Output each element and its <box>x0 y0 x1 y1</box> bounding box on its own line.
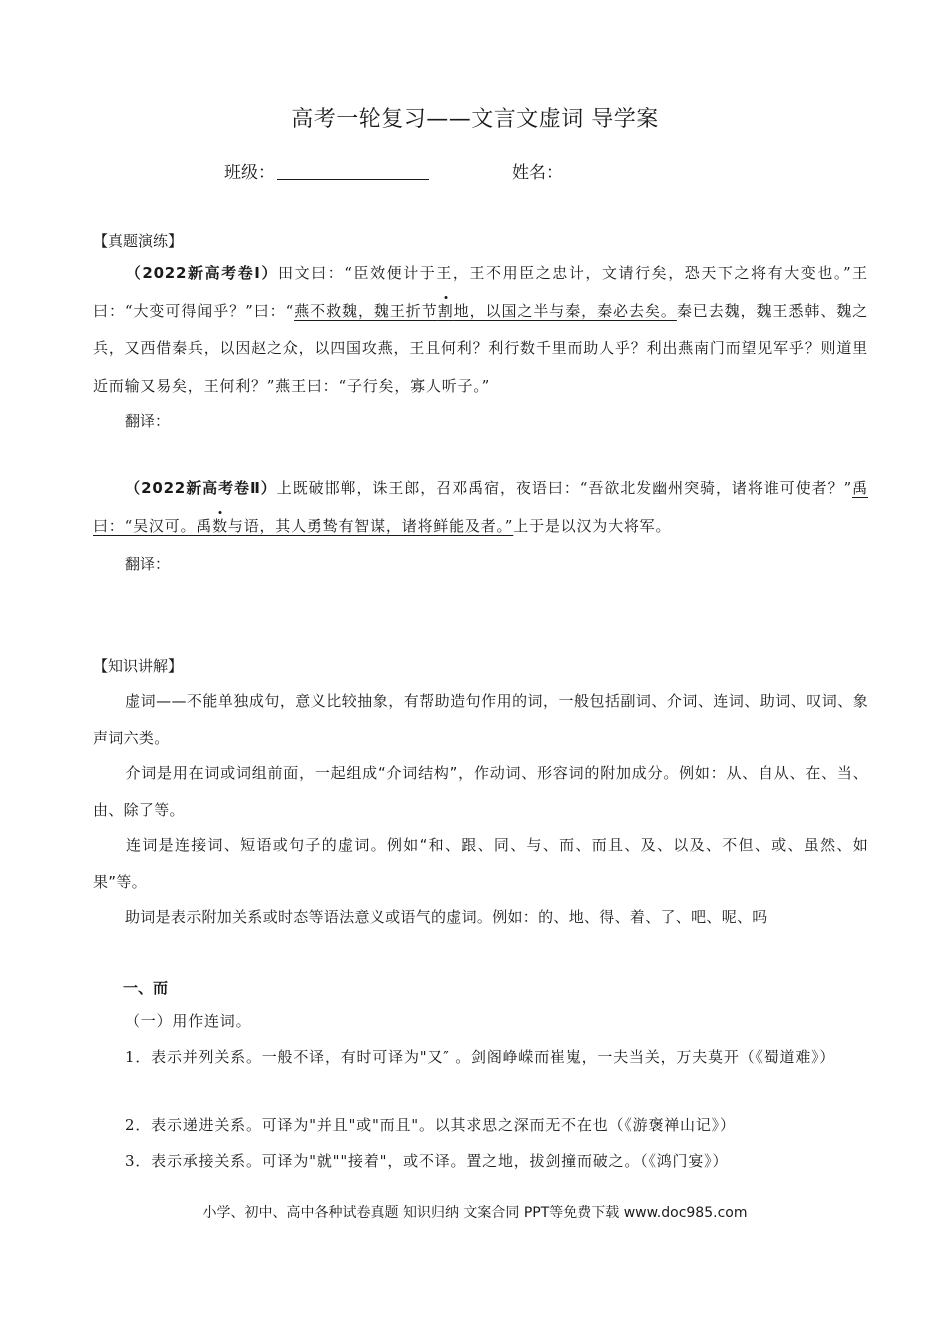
class-label: 班级： <box>224 163 275 183</box>
question-1-text-a: 田文曰：“臣效便计于王，王不用臣之忠计，文请行矣，恐天下之将有大变也。”王曰：“大变可得闻乎？”曰：“ <box>93 264 868 320</box>
page-footer: 小学、初中、高中各种试卷真题 知识归纳 文案合同 PPT等免费下载 www.doc985.com <box>202 1205 748 1221</box>
knowledge-paragraph-1 <box>93 683 868 756</box>
question-2-underlined-a: 禹曰：“吴汉可。禹 <box>93 479 868 535</box>
exam-practice-heading: 【真题演练】 <box>93 232 184 250</box>
knowledge-heading: 【知识讲解】 <box>93 657 184 675</box>
name-label: 姓名： <box>512 163 563 183</box>
knowledge-paragraph-1-text: 虚词——不能单独成句，意义比较抽象，有帮助造句作用的词，一般包括副词、介词、连词、助词、叹词、象声词六类。 <box>93 692 868 747</box>
knowledge-paragraph-3-text: 连词是连接词、短语或句子的虚词。例如“和、跟、同、与、而、而且、及、以及、不但、或、虽然、如果”等。 <box>93 836 868 891</box>
knowledge-paragraph-3 <box>93 827 868 900</box>
section-er-heading: 一、而 <box>123 979 169 997</box>
question-1-translate-label: 翻译： <box>125 412 171 430</box>
question-2-underlined-b: 与语，其人勇鸷有智谋，诸将鲜能及者。” <box>227 516 514 535</box>
section-er-item-2 <box>93 1107 868 1145</box>
question-1-underlined-a: 燕不救魏，魏王折节 <box>294 301 438 320</box>
class-field <box>224 158 429 183</box>
question-2-passage <box>93 470 868 545</box>
name-field <box>512 158 563 183</box>
question-1-underlined-b: 地，以国之半与秦，秦必去矣。 <box>453 301 677 320</box>
question-1-passage <box>93 255 868 405</box>
knowledge-paragraph-2-text: 介词是用在词或词组前面，一起组成“介词结构”，作动词、形容词的附加成分。例如：从、自从、在、当、由、除了等。 <box>93 764 868 819</box>
question-1-source: （2022新高考卷Ⅰ） <box>125 264 279 282</box>
knowledge-paragraph-4 <box>93 899 868 936</box>
knowledge-paragraph-2 <box>93 755 868 828</box>
page-title: 高考一轮复习——文言文虚词 导学案 <box>291 107 659 132</box>
question-1-underlined <box>294 302 677 320</box>
question-1-dotted-char: 割 <box>437 301 454 320</box>
section-er-subheading-text: （一）用作连词。 <box>125 1012 252 1030</box>
question-2-text-a: 上既破邯郸，诛王郎，召邓禹宿，夜语曰：“吾欲北发幽州突骑，诸将谁可使者？” <box>276 479 853 497</box>
section-er-item-1 <box>93 1039 868 1077</box>
class-blank <box>277 163 429 180</box>
section-er-item-1-text: 1．表示并列关系。一般不译，有时可译为"又″ 。剑阁峥嵘而崔嵬，一夫当关，万夫莫开（《蜀道难》） <box>125 1048 836 1066</box>
question-2-text-b: 上于是以汉为大将军。 <box>513 516 672 535</box>
question-2-dotted-char: 数 <box>212 516 228 535</box>
knowledge-paragraph-4-text: 助词是表示附加关系或时态等语法意义或语气的虚词。例如：的、地、得、着、了、吧、呢、吗 <box>125 908 768 926</box>
question-1-text-b: 秦已去魏，魏王悉韩、魏之兵，又西借秦兵，以因赵之众，以四国攻燕，王且何利？利行数千里而助人乎？利出燕南门而望见军乎？则道里近而输又易矣，王何利？”燕王曰：“子行矣，寡人听子。” <box>93 301 869 395</box>
section-er-item-3-text: 3．表示承接关系。可译为"就""接着"，或不译。置之地，拔剑撞而破之。（《鸿门宴》） <box>125 1152 729 1170</box>
section-er-item-2-text: 2．表示递进关系。可译为"并且"或"而且"。以其求思之深而无不在也（《游褒禅山记》） <box>125 1116 736 1134</box>
section-er-subheading <box>93 1003 868 1041</box>
question-2-translate-label: 翻译： <box>125 555 171 573</box>
section-er-item-3 <box>93 1143 868 1181</box>
question-2-source: （2022新高考卷Ⅱ） <box>125 479 277 497</box>
